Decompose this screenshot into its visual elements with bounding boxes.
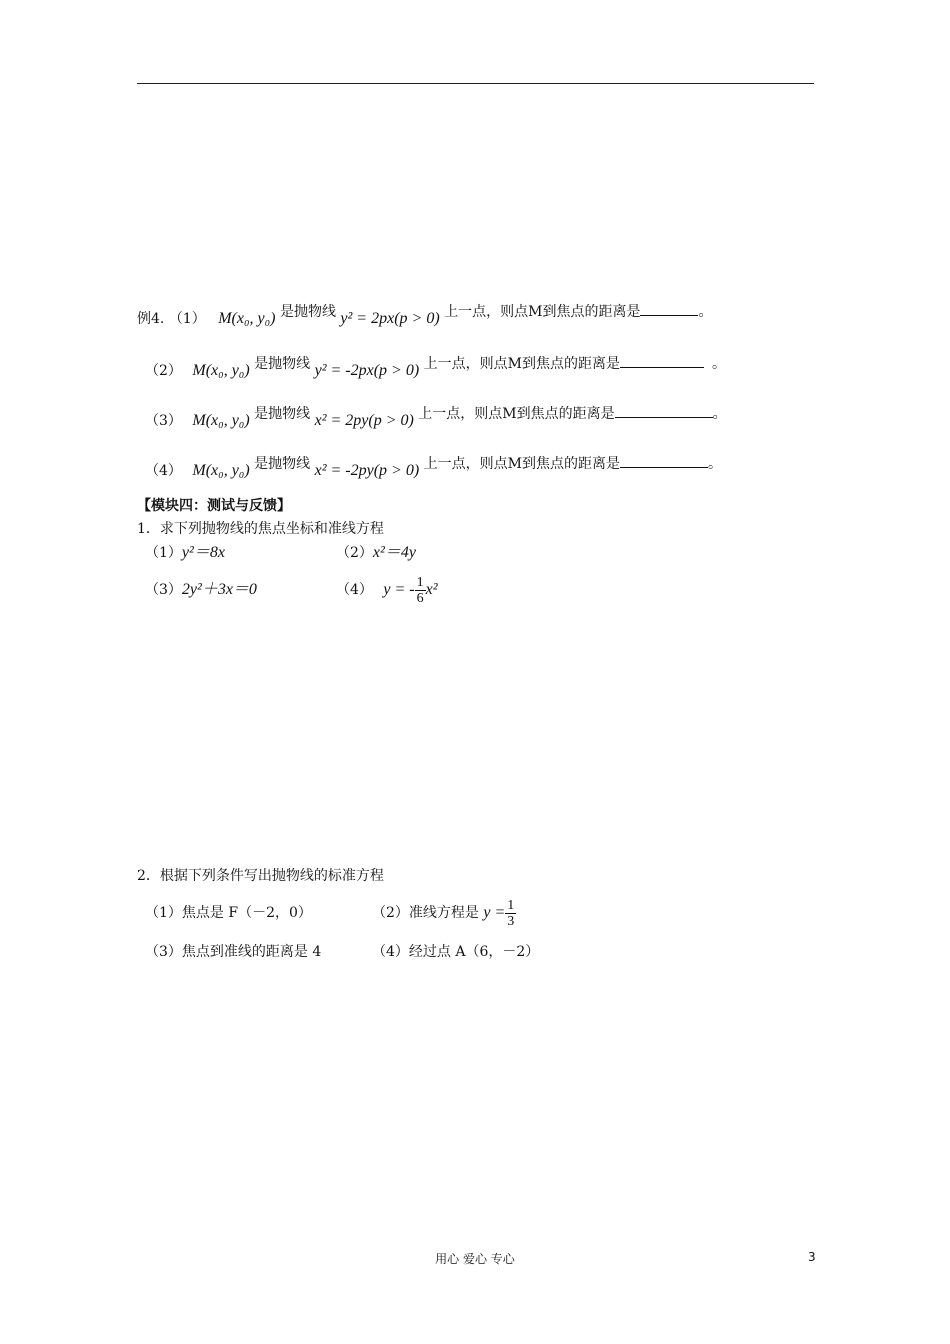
answer-blank[interactable]	[620, 353, 704, 368]
q2-title: 2．根据下列条件写出抛物线的标准方程	[137, 868, 384, 884]
q2-item-2	[372, 893, 516, 933]
item-text: 焦点是 F（－2，0）	[181, 905, 312, 921]
row-number: （3）	[145, 413, 182, 429]
point-args: (x₀, y₀)	[205, 462, 250, 479]
item-number: （3）	[145, 582, 182, 598]
item-number: （2）	[372, 905, 409, 921]
answer-blank[interactable]	[640, 301, 698, 316]
distance-question: 上一点，则点M到焦点的距离是	[423, 356, 620, 372]
page-number: 3	[808, 1250, 816, 1264]
is-parabola-text: 是抛物线	[254, 456, 311, 472]
period: 。	[712, 406, 727, 422]
period: 。	[698, 304, 713, 320]
fraction-numerator: 1	[507, 897, 515, 913]
module4-heading: 【模块四：测试与反馈】	[137, 498, 291, 514]
answer-blank[interactable]	[620, 453, 708, 468]
is-parabola-text: 是抛物线	[254, 406, 311, 422]
point-args: (x₀, y₀)	[231, 310, 276, 327]
item-expression: y =	[483, 904, 506, 921]
distance-question: 上一点，则点M到焦点的距离是	[444, 304, 641, 320]
parabola-equation: x² = -2py(p > 0)	[314, 462, 420, 479]
distance-question: 上一点，则点M到焦点的距离是	[423, 456, 620, 472]
q1-item-4	[336, 570, 438, 610]
item-text: 准线方程是	[408, 905, 479, 921]
item-expression: y = -	[383, 581, 415, 598]
point-m: M	[218, 310, 232, 327]
q1-item-1	[145, 543, 225, 563]
item-number: （1）	[145, 905, 182, 921]
item-expression: x²＝4y	[372, 544, 416, 561]
point-args: (x₀, y₀)	[205, 362, 250, 379]
is-parabola-text: 是抛物线	[279, 304, 336, 320]
period: 。	[711, 356, 726, 372]
item-expression-suffix: x²	[425, 581, 438, 598]
item-number: （1）	[145, 545, 182, 561]
period: 。	[707, 456, 722, 472]
q1-title: 1．求下列抛物线的焦点坐标和准线方程	[137, 521, 384, 537]
example4-row-4	[145, 456, 722, 481]
item-expression: y²＝8x	[181, 544, 225, 561]
item-number: （3）	[145, 944, 182, 960]
item-text: 焦点到准线的距离是 4	[181, 944, 322, 960]
example4-intro: 例4.	[137, 311, 165, 327]
point-m: M	[192, 412, 206, 429]
parabola-equation: y² = 2px(p > 0)	[340, 310, 440, 327]
example4-row-2	[145, 356, 726, 381]
fraction	[505, 898, 516, 929]
parabola-equation: x² = 2py(p > 0)	[314, 412, 414, 429]
is-parabola-text: 是抛物线	[254, 356, 311, 372]
q2-item-1	[145, 903, 312, 923]
header-rule	[137, 83, 814, 84]
answer-blank[interactable]	[615, 403, 713, 418]
example4-row-3	[145, 406, 727, 431]
fraction	[415, 575, 426, 606]
distance-question: 上一点，则点M到焦点的距离是	[418, 406, 615, 422]
q1-item-3	[145, 580, 257, 600]
row-number: （1）	[168, 311, 206, 327]
point-m: M	[192, 362, 206, 379]
q1-item-2	[336, 543, 416, 563]
item-number: （4）	[372, 944, 409, 960]
q2-item-4	[372, 942, 539, 962]
item-number: （4）	[336, 582, 373, 598]
item-number: （2）	[336, 545, 373, 561]
item-text: 经过点 A（6，－2）	[408, 944, 540, 960]
point-args: (x₀, y₀)	[205, 412, 250, 429]
example4-row-1	[137, 304, 713, 329]
item-expression: 2y²＋3x＝0	[181, 581, 257, 598]
row-number: （2）	[145, 363, 182, 379]
fraction-denominator: 3	[507, 913, 515, 929]
row-number: （4）	[145, 463, 182, 479]
fraction-numerator: 1	[416, 574, 424, 590]
footer-motto: 用心 爱心 专心	[435, 1252, 515, 1266]
fraction-denominator: 6	[416, 590, 424, 606]
parabola-equation: y² = -2px(p > 0)	[314, 362, 420, 379]
q2-item-3	[145, 942, 321, 962]
point-m: M	[192, 462, 206, 479]
